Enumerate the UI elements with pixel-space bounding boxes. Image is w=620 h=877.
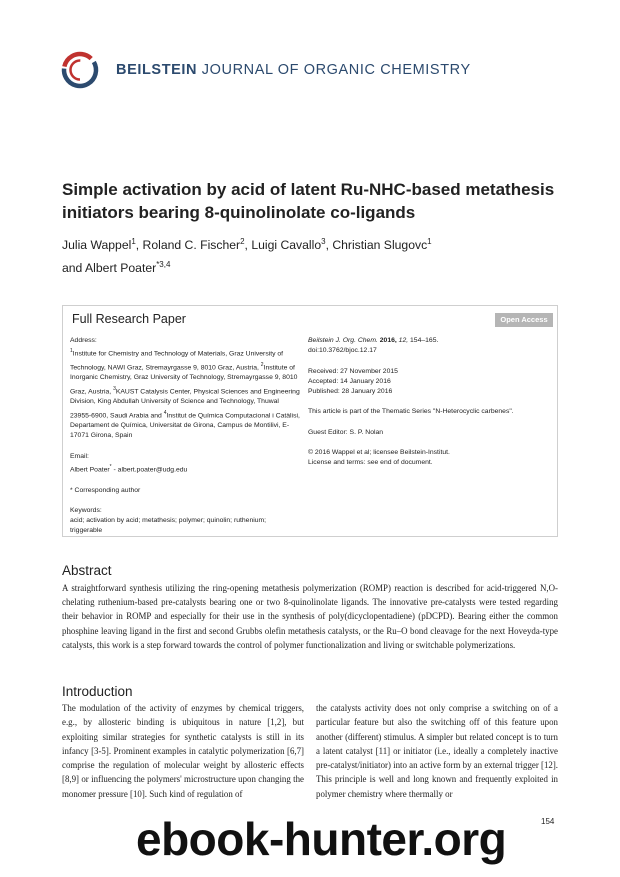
journal-logo — [60, 50, 480, 94]
open-access-badge: Open Access — [495, 313, 553, 327]
author-affiliation: 1 — [427, 237, 432, 246]
copyright: © 2016 Wappel et al; licensee Beilstein-Institut. — [308, 449, 450, 457]
introduction-column-1: The modulation of the activity of enzymes by chemical triggers, e.g., by allosteric binding is ubiquitous in nature [1,2], but exploiting similar strategies for synthetic catalysts is still in its infancy [3-5]. Prominent examples in catalytic polymerization [6,7] comprise the regulation of molecular weight by allosteric effects [8,9] or influencing the polymers' microstructure upon changing the monomer pressure [10]. Such kind of regulation of — [62, 703, 304, 799]
corresponding-author-note: * Corresponding author — [70, 486, 141, 494]
email-line[interactable]: Albert Poater* - albert.poater@udg.edu — [70, 464, 188, 474]
doi-link[interactable]: doi:10.3762/bjoc.12.17 — [308, 347, 377, 355]
author-name: , Christian Slugovc — [325, 238, 428, 253]
abstract-heading: Abstract — [62, 563, 112, 578]
keywords: acid; activation by acid; metathesis; polymer; quinolin; ruthenium; triggerable — [70, 517, 267, 535]
info-right-column — [308, 336, 553, 469]
page-number: 154 — [541, 817, 555, 826]
introduction-heading: Introduction — [62, 684, 133, 699]
author-affiliation: 3 — [321, 237, 326, 246]
author-affiliation: 1 — [131, 237, 136, 246]
accepted-date: Accepted: 14 January 2016 — [308, 377, 391, 385]
author-list — [62, 232, 562, 278]
journal-name — [116, 62, 471, 78]
author-name: , Luigi Cavallo — [244, 238, 322, 253]
article-title: Simple activation by acid of latent Ru-NHC-based metathesis initiators bearing 8-quinolinolate co-ligands — [62, 180, 555, 222]
article-info-box — [62, 305, 558, 537]
published-date: Published: 28 January 2016 — [308, 388, 393, 396]
guest-editor: Guest Editor: S. P. Nolan — [308, 428, 384, 436]
article-type: Full Research Paper — [72, 312, 186, 326]
author-name: , Roland C. Fischer — [135, 238, 241, 253]
license: License and terms: see end of document. — [308, 459, 433, 467]
abstract-text: A straightforward synthesis utilizing the ring-opening metathesis polymerization (ROMP) reaction is described for acid-triggered N,O-chelating ruthenium-based pre-catalysts bearing one or two 8-quinolinolate ligands. The innovative pre-catalysts were tested regarding their behavior in ROMP and especially for their use in the synthesis of poly(dicyclopentadiene) (pDCPD). Bearing either the common phosphine leaving ligand in the first and second Grubbs olefin metathesis catalysts, or the Ru–O bond cleavage for the next Hoveyda-type catalysts, this work is a step forward towards the control of polymer functionalization and living or switchable polymerizations. — [62, 583, 558, 650]
watermark: ebook-hunter.org — [136, 813, 507, 865]
journal-name-rest: JOURNAL OF ORGANIC CHEMISTRY — [197, 62, 471, 78]
address-block: $^1$Institute for Chemistry and Technology of Materials, Graz University of Technology, NAWI Graz, Stremayrgasse 9, 8010 Graz, Austria, $^2$Institute of Inorganic Chemistry, Graz University of Technology, Stremayrgasse 9, 8010 Graz, Austria, $^3$KAUST Catalysis Center, Physical Sciences and Engineering Division, King Abdullah University of Science and Technology, Thuwal 23955-6900, Saudi Arabia and $^4$Institut de Química Computacional i Catàlisi, Departament de Química, Universitat de Girona, Campus de Montilivi, E-17071 Girona, Spain — [70, 348, 300, 440]
received-date: Received: 27 November 2015 — [308, 367, 398, 375]
journal-reference: Beilstein J. Org. Chem. 2016, 12, 154–165. — [308, 337, 439, 344]
introduction-column-2: the catalysts activity does not only comprise a switching on of a particular feature but also the switching off of this feature upon another (different) stimulus. A simpler but related concept is to turn a latent catalyst [11] or initiator (i.e., ideally a completely inactive pre-catalyst/initiator) into an active form by an external trigger [12]. This principle is well and long known and frequently exploited in polymer chemistry where thermally or — [316, 703, 558, 799]
info-left-column — [70, 336, 300, 537]
author-affiliation: *3,4 — [156, 260, 171, 270]
beilstein-ring-icon — [60, 50, 100, 90]
keywords-label: Keywords: — [70, 506, 102, 514]
author-name: and Albert Poater — [62, 261, 157, 276]
journal-name-bold: BEILSTEIN — [116, 62, 198, 78]
author-affiliation: 2 — [240, 237, 245, 246]
email-label: Email: — [70, 452, 89, 460]
thematic-series: This article is part of the Thematic Series "N-Heterocyclic carbenes". — [308, 408, 514, 416]
address-label: Address: — [70, 337, 97, 344]
author-name: Julia Wappel — [62, 238, 132, 253]
